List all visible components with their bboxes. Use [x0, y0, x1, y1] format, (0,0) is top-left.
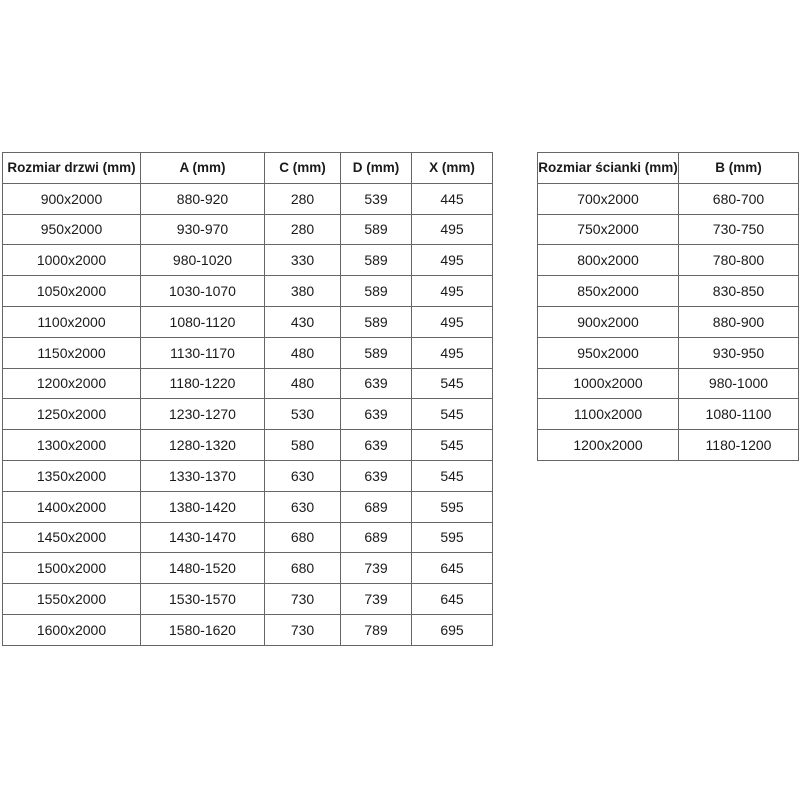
table-cell: 730	[265, 584, 341, 615]
wall-size-table	[537, 152, 799, 461]
table-cell: 1080-1120	[141, 306, 265, 337]
table-cell: 589	[341, 245, 412, 276]
table-cell: 689	[341, 491, 412, 522]
table-row	[3, 430, 493, 461]
table-cell: 639	[341, 368, 412, 399]
table-row	[538, 245, 799, 276]
table-cell: 1330-1370	[141, 460, 265, 491]
table-cell: 1600x2000	[3, 614, 141, 645]
table-cell: 750x2000	[538, 214, 679, 245]
table-cell: 1200x2000	[3, 368, 141, 399]
table-cell: 1100x2000	[538, 399, 679, 430]
table-cell: 739	[341, 553, 412, 584]
table-row	[3, 183, 493, 214]
table-cell: 1150x2000	[3, 337, 141, 368]
table-cell: 950x2000	[538, 337, 679, 368]
table-cell: 980-1020	[141, 245, 265, 276]
table-cell: 880-920	[141, 183, 265, 214]
table-cell: 900x2000	[538, 306, 679, 337]
table-cell: 545	[412, 460, 493, 491]
table-row	[3, 553, 493, 584]
table-cell: 1130-1170	[141, 337, 265, 368]
table-row	[3, 584, 493, 615]
column-header: C (mm)	[265, 153, 341, 184]
table-row	[538, 214, 799, 245]
table-cell: 1100x2000	[3, 306, 141, 337]
table-cell: 495	[412, 214, 493, 245]
table-cell: 495	[412, 245, 493, 276]
table-cell: 589	[341, 276, 412, 307]
table-cell: 545	[412, 399, 493, 430]
table-row	[538, 183, 799, 214]
table-row	[3, 306, 493, 337]
table-cell: 639	[341, 430, 412, 461]
table-row	[3, 337, 493, 368]
table-cell: 850x2000	[538, 276, 679, 307]
table-cell: 539	[341, 183, 412, 214]
table-cell: 730	[265, 614, 341, 645]
table-cell: 695	[412, 614, 493, 645]
table-row	[3, 276, 493, 307]
table-cell: 689	[341, 522, 412, 553]
table-cell: 900x2000	[3, 183, 141, 214]
table-row	[538, 430, 799, 461]
header-row	[3, 153, 493, 184]
table-cell: 280	[265, 183, 341, 214]
table-cell: 445	[412, 183, 493, 214]
table-cell: 595	[412, 491, 493, 522]
table-cell: 589	[341, 306, 412, 337]
table-cell: 1180-1220	[141, 368, 265, 399]
table-cell: 1350x2000	[3, 460, 141, 491]
table-row	[538, 306, 799, 337]
table-cell: 1000x2000	[538, 368, 679, 399]
column-header: A (mm)	[141, 153, 265, 184]
table-cell: 700x2000	[538, 183, 679, 214]
table-cell: 530	[265, 399, 341, 430]
table-cell: 1530-1570	[141, 584, 265, 615]
column-header: Rozmiar ścianki (mm)	[538, 153, 679, 184]
table-cell: 1050x2000	[3, 276, 141, 307]
table-cell: 1430-1470	[141, 522, 265, 553]
table-cell: 1550x2000	[3, 584, 141, 615]
table-row	[3, 460, 493, 491]
table-cell: 380	[265, 276, 341, 307]
table-row	[3, 399, 493, 430]
table-cell: 495	[412, 337, 493, 368]
table-cell: 480	[265, 337, 341, 368]
table-cell: 1380-1420	[141, 491, 265, 522]
table-cell: 1400x2000	[3, 491, 141, 522]
table-cell: 645	[412, 584, 493, 615]
table-cell: 639	[341, 399, 412, 430]
column-header: D (mm)	[341, 153, 412, 184]
table-cell: 739	[341, 584, 412, 615]
table-cell: 630	[265, 491, 341, 522]
table-cell: 789	[341, 614, 412, 645]
table-row	[538, 337, 799, 368]
table-row	[3, 214, 493, 245]
table-cell: 645	[412, 553, 493, 584]
table-cell: 589	[341, 337, 412, 368]
table-row	[3, 491, 493, 522]
table-cell: 1030-1070	[141, 276, 265, 307]
table-cell: 830-850	[679, 276, 799, 307]
table-cell: 495	[412, 276, 493, 307]
table-cell: 680	[265, 522, 341, 553]
table-cell: 280	[265, 214, 341, 245]
table-cell: 680-700	[679, 183, 799, 214]
table-cell: 1180-1200	[679, 430, 799, 461]
table-cell: 1480-1520	[141, 553, 265, 584]
table-cell: 980-1000	[679, 368, 799, 399]
table-row	[3, 614, 493, 645]
table-row	[538, 276, 799, 307]
table-cell: 639	[341, 460, 412, 491]
table-cell: 495	[412, 306, 493, 337]
table-cell: 430	[265, 306, 341, 337]
table-cell: 1080-1100	[679, 399, 799, 430]
table-cell: 1250x2000	[3, 399, 141, 430]
table-cell: 930-970	[141, 214, 265, 245]
table-cell: 1000x2000	[3, 245, 141, 276]
table-cell: 595	[412, 522, 493, 553]
column-header: X (mm)	[412, 153, 493, 184]
table-cell: 780-800	[679, 245, 799, 276]
table-cell: 545	[412, 430, 493, 461]
table-cell: 1200x2000	[538, 430, 679, 461]
table-row	[538, 368, 799, 399]
table-cell: 580	[265, 430, 341, 461]
column-header: B (mm)	[679, 153, 799, 184]
table-cell: 1230-1270	[141, 399, 265, 430]
table-cell: 930-950	[679, 337, 799, 368]
table-cell: 680	[265, 553, 341, 584]
table-cell: 880-900	[679, 306, 799, 337]
table-cell: 1580-1620	[141, 614, 265, 645]
table-cell: 330	[265, 245, 341, 276]
table-cell: 1280-1320	[141, 430, 265, 461]
table-cell: 480	[265, 368, 341, 399]
column-header: Rozmiar drzwi (mm)	[3, 153, 141, 184]
table-row	[3, 245, 493, 276]
table-cell: 950x2000	[3, 214, 141, 245]
table-cell: 800x2000	[538, 245, 679, 276]
table-cell: 630	[265, 460, 341, 491]
table-cell: 1300x2000	[3, 430, 141, 461]
table-row	[3, 368, 493, 399]
table-cell: 1500x2000	[3, 553, 141, 584]
table-cell: 589	[341, 214, 412, 245]
table-row	[3, 522, 493, 553]
table-row	[538, 399, 799, 430]
table-cell: 545	[412, 368, 493, 399]
table-cell: 730-750	[679, 214, 799, 245]
table-cell: 1450x2000	[3, 522, 141, 553]
header-row	[538, 153, 799, 184]
door-size-table	[2, 152, 493, 646]
